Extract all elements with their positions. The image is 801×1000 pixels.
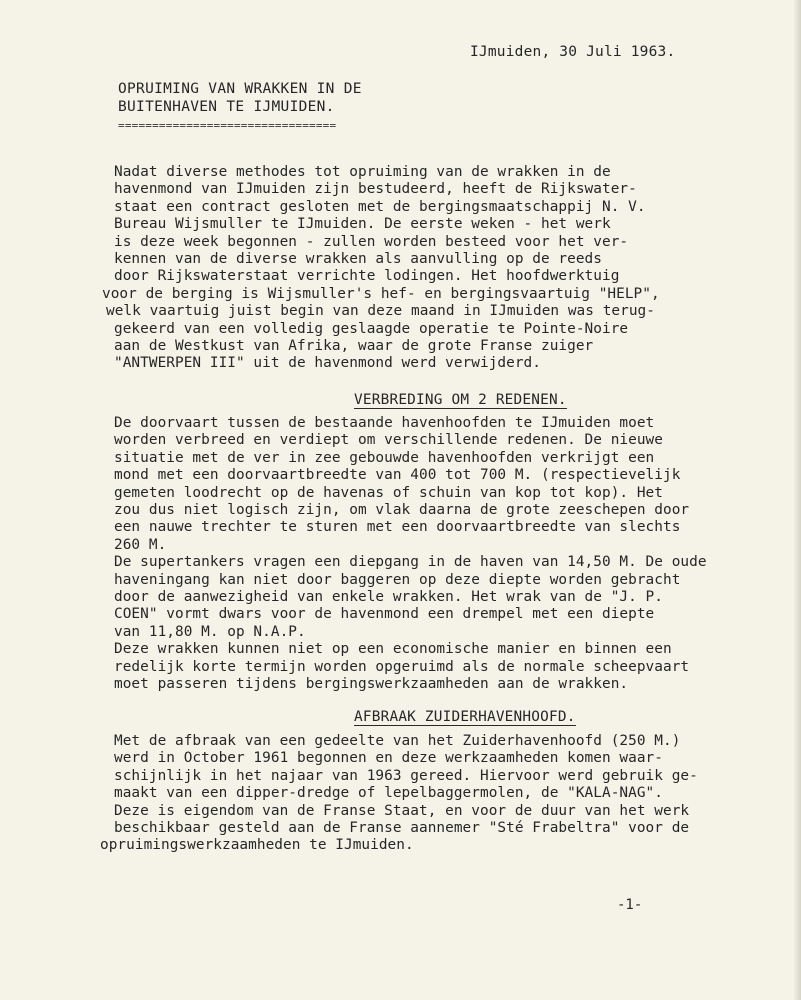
- text-line: van 11,80 M. op N.A.P.: [114, 623, 306, 640]
- text-line: werd in October 1961 begonnen en deze werkzaamheden komen waar-: [114, 750, 663, 767]
- title-line-1: OPRUIMING VAN WRAKKEN IN DE: [118, 81, 362, 97]
- text-line: kennen van de diverse wrakken als aanvulling op de reeds: [114, 251, 602, 268]
- section-heading-afbraak: AFBRAAK ZUIDERHAVENHOOFD.: [354, 709, 576, 725]
- text-line: 260 M.: [114, 536, 167, 553]
- text-line: maakt van een dipper-dredge of lepelbaggermolen, de "KALA-NAG".: [114, 785, 663, 802]
- text-line: situatie met de ver in zee gebouwde havenhoofden verkrijgt een: [114, 449, 655, 466]
- text-line: redelijk korte termijn worden opgeruimd als de normale scheepvaart: [114, 658, 690, 675]
- document-date: IJmuiden, 30 Juli 1963.: [470, 44, 676, 60]
- text-line: haveningang kan niet door baggeren op deze diepte worden gebracht: [114, 571, 681, 588]
- text-line: welk vaartuig juist begin van deze maand in IJmuiden was terug-: [106, 303, 655, 320]
- section-heading-verbreding: VERBREDING OM 2 REDENEN.: [354, 392, 567, 408]
- page-number: -1-: [617, 897, 643, 913]
- text-line: havenmond van IJmuiden zijn bestudeerd, heeft de Rijkswater-: [114, 181, 637, 198]
- text-line: een nauwe trechter te sturen met een doorvaartbreedte van slechts: [114, 519, 681, 536]
- text-line: staat een contract gesloten met de bergingsmaatschappij N. V.: [114, 198, 646, 215]
- text-line: door de aanwezigheid van enkele wrakken. Het wrak van de "J. P.: [114, 589, 663, 606]
- paragraph-intro: [102, 164, 660, 373]
- text-line: is deze week begonnen - zullen worden besteed voor het ver-: [114, 233, 629, 250]
- text-line: Deze wrakken kunnen niet op een economische manier en binnen een: [114, 641, 672, 658]
- text-line: opruimingswerkzaamheden te IJmuiden.: [100, 837, 414, 854]
- title-underline: ================================: [118, 119, 337, 132]
- text-line: COEN" vormt dwars voor de havenmond een drempel met een diepte: [114, 606, 655, 623]
- paragraph-afbraak: [100, 733, 698, 855]
- text-line: aan de Westkust van Afrika, waar de grote Franse zuiger: [114, 338, 594, 355]
- text-line: gekeerd van een volledig geslaagde operatie te Pointe-Noire: [114, 320, 629, 337]
- text-line: schijnlijk in het najaar van 1963 gereed. Hiervoor werd gebruik ge-: [114, 767, 698, 784]
- text-line: door Rijkswaterstaat verrichte lodingen. Het hoofdwerktuig: [114, 268, 620, 285]
- text-line: De doorvaart tussen de bestaande havenhoofden te IJmuiden moet: [114, 415, 655, 431]
- text-line: moet passeren tijdens bergingswerkzaamheden aan de wrakken.: [114, 676, 629, 693]
- text-line: voor de berging is Wijsmuller's hef- en bergingsvaartuig "HELP",: [102, 285, 660, 302]
- text-line: "ANTWERPEN III" uit de havenmond werd verwijderd.: [114, 355, 541, 372]
- paragraph-verbreding: [114, 415, 707, 694]
- document-title: [118, 80, 362, 116]
- page-edge-shadow: [793, 0, 801, 1000]
- text-line: Bureau Wijsmuller te IJmuiden. De eerste weken - het werk: [114, 216, 611, 233]
- text-line: mond met een doorvaartbreedte van 400 tot 700 M. (respectievelijk: [114, 467, 681, 484]
- text-line: Deze is eigendom van de Franse Staat, en voor de duur van het werk: [114, 802, 690, 819]
- text-line: Met de afbraak van een gedeelte van het Zuiderhavenhoofd (250 M.): [114, 733, 681, 749]
- title-line-2: BUITENHAVEN TE IJMUIDEN.: [118, 99, 335, 115]
- text-line: De supertankers vragen een diepgang in de haven van 14,50 M. De oude: [114, 554, 707, 571]
- text-line: gemeten loodrecht op de havenas of schuin van kop tot kop). Het: [114, 484, 663, 501]
- text-line: Nadat diverse methodes tot opruiming van de wrakken in de: [114, 164, 611, 180]
- text-line: zou dus niet logisch zijn, om vlak daarna de grote zeeschepen door: [114, 502, 690, 519]
- text-line: worden verbreed en verdiept om verschillende redenen. De nieuwe: [114, 432, 663, 449]
- text-line: beschikbaar gesteld aan de Franse aannemer "Sté Frabeltra" voor de: [114, 820, 690, 837]
